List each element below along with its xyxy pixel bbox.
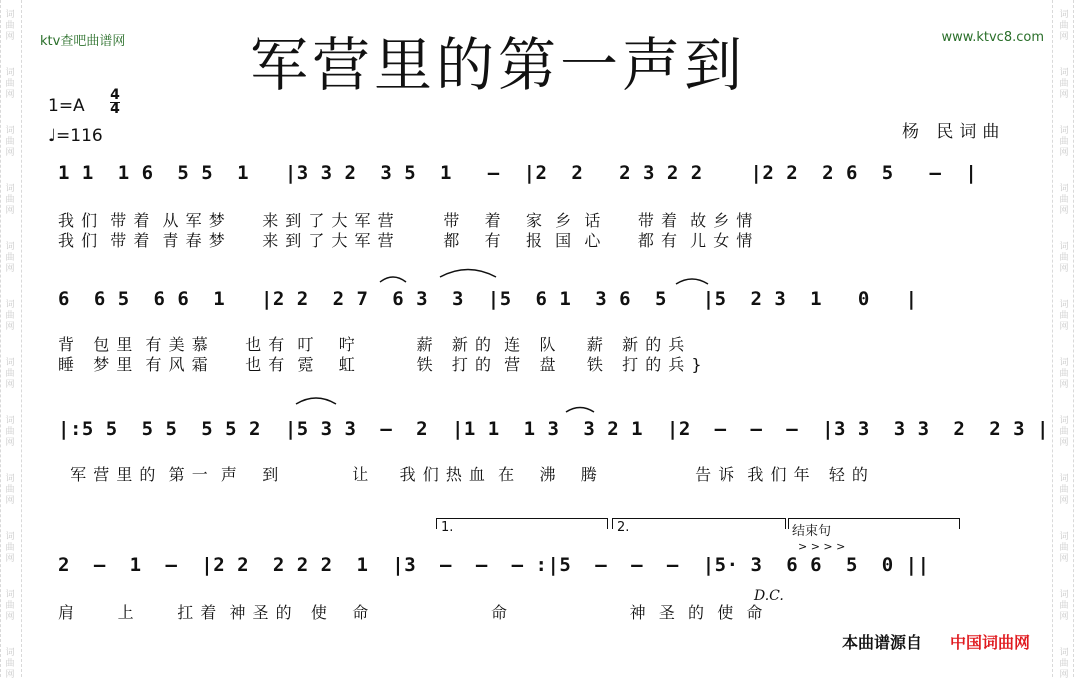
notation-row-3: |:5 5 5 5 5 5 2 |5 3 3 – 2 |1 1 1 3 3 2 1 |2 – – – |3 3 3 3 2 2 3 |	[58, 418, 1049, 440]
watermark-glyphs: 词 曲 网	[5, 648, 15, 680]
time-bottom: 4	[110, 101, 120, 117]
watermark-glyphs: 词 曲 网	[5, 300, 15, 332]
watermark-glyphs: 词 曲 网	[5, 532, 15, 564]
watermark-glyphs: 词 曲 网	[1059, 68, 1069, 100]
footer-site-link[interactable]: 中国词曲网	[950, 633, 1031, 652]
song-title: 军营里的第一声到	[250, 31, 747, 99]
slur-1	[380, 277, 406, 282]
second-ending-label: 2.	[617, 520, 630, 535]
lyrics-row-1-verse-1: 我 们 带 着 从 军 梦 来 到 了 大 军 营 带 着 家 乡 话 带 着 故 乡 情	[58, 211, 754, 230]
watermark-glyphs: 词 曲 网	[1059, 184, 1069, 216]
accent-marks: > > > >	[798, 540, 846, 553]
slur-3	[676, 279, 708, 284]
watermark-glyphs: 词 曲 网	[5, 242, 15, 274]
slur-5	[566, 408, 594, 413]
key-signature: 1=A	[48, 96, 85, 116]
slur-4	[296, 398, 336, 404]
lyrics-row-2-verse-1: 背 包 里 有 美 慕 也 有 叮 咛 薪 新 的 连 队 薪 新 的 兵	[58, 335, 686, 354]
lyrics-row-3: 军 营 里 的 第 一 声 到 让 我 们 热 血 在 沸 腾 告 诉 我 们 年 轻 的	[58, 465, 869, 484]
notation-row-4: 2 – 1 – |2 2 2 2 2 1 |3 – – – :|5 – – – |5· 3 6 6 5 0 ||	[58, 554, 930, 576]
site-link-left[interactable]: ktv查吧曲谱网	[40, 34, 126, 49]
lyrics-row-1-verse-2: 我 们 带 着 青 春 梦 来 到 了 大 军 营 都 有 报 国 心 都 有 儿 女 情	[58, 231, 754, 250]
watermark-glyphs: 词 曲 网	[1059, 300, 1069, 332]
time-top: 4	[110, 87, 120, 103]
first-ending-label: 1.	[441, 520, 454, 535]
watermark-glyphs: 词 曲 网	[1059, 242, 1069, 274]
watermark-glyphs: 词 曲 网	[5, 358, 15, 390]
watermark-glyphs: 词 曲 网	[5, 184, 15, 216]
notation-row-2: 6 6 5 6 6 1 |2 2 2 7 6 3 3 |5 6 1 3 6 5 |5 2 3 1 0 |	[58, 288, 918, 310]
dc-marking: D.C.	[754, 588, 784, 604]
watermark-glyphs: 词 曲 网	[5, 68, 15, 100]
composer-credit: 杨 民词曲	[902, 122, 1006, 142]
watermark-glyphs: 词 曲 网	[1059, 10, 1069, 42]
tempo-marking: ♩=116	[48, 126, 103, 146]
slur-2	[440, 270, 496, 278]
watermark-glyphs: 词 曲 网	[1059, 126, 1069, 158]
footer-source-label: 本曲谱源自	[842, 633, 923, 652]
watermark-glyphs: 词 曲 网	[1059, 358, 1069, 390]
lyrics-row-4: 肩 上 扛 着 神 圣 的 使 命 命 神 圣 的 使 命	[58, 603, 764, 622]
watermark-glyphs: 词 曲 网	[1059, 648, 1069, 680]
watermark-glyphs: 词 曲 网	[1059, 590, 1069, 622]
notation-row-1: 1 1 1 6 5 5 1 |3 3 2 3 5 1 – |2 2 2 3 2 2 |2 2 2 6 5 – |	[58, 162, 978, 184]
watermark-glyphs: 词 曲 网	[5, 590, 15, 622]
watermark-glyphs: 词 曲 网	[5, 474, 15, 506]
lyrics-row-2-verse-2: 睡 梦 里 有 风 霜 也 有 霓 虹 铁 打 的 营 盘 铁 打 的 兵 }	[58, 355, 703, 374]
watermark-glyphs: 词 曲 网	[5, 10, 15, 42]
coda-label: 结束句	[792, 524, 832, 539]
watermark-glyphs: 词 曲 网	[5, 416, 15, 448]
watermark-glyphs: 词 曲 网	[5, 126, 15, 158]
watermark-glyphs: 词 曲 网	[1059, 474, 1069, 506]
site-link-right[interactable]: www.ktvc8.com	[941, 30, 1044, 45]
watermark-glyphs: 词 曲 网	[1059, 532, 1069, 564]
watermark-glyphs: 词 曲 网	[1059, 416, 1069, 448]
